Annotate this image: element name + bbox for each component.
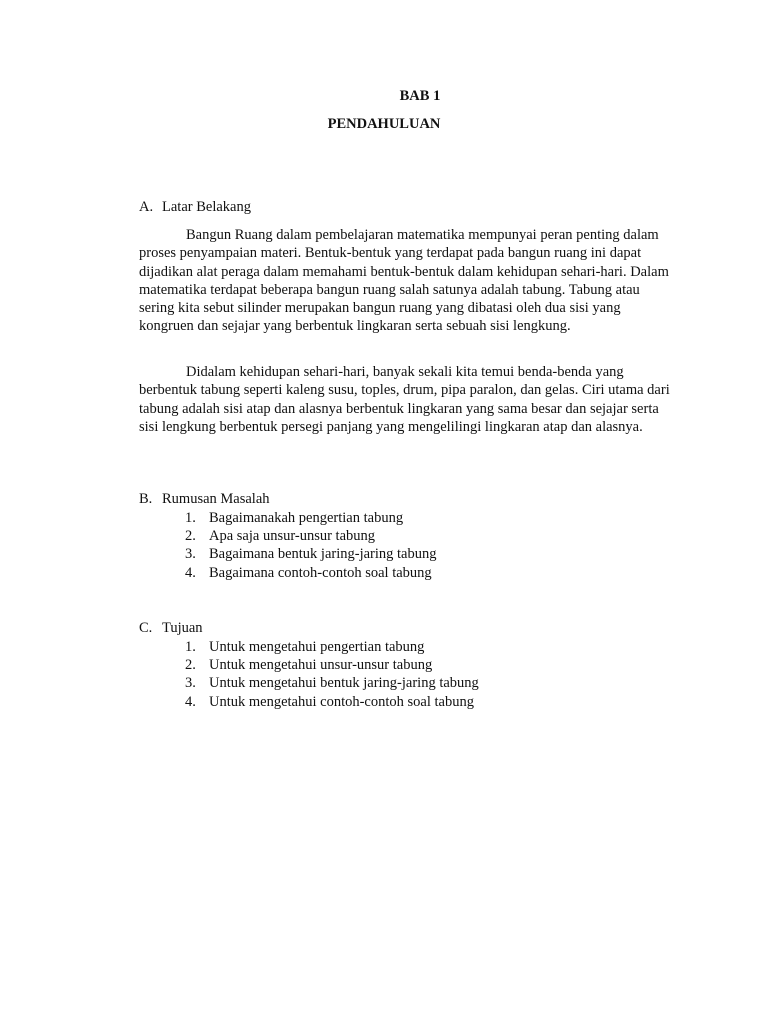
list-text: Untuk mengetahui contoh-contoh soal tabung (209, 693, 474, 710)
list-number: 1. (185, 639, 196, 655)
list-text: Untuk mengetahui pengertian tabung (209, 639, 425, 655)
list-text: Bagaimana contoh-contoh soal tabung (209, 564, 432, 581)
list-item (185, 527, 437, 545)
list-item (185, 656, 479, 674)
tujuan-list (185, 638, 479, 711)
list-number: 3. (185, 675, 196, 692)
list-item (185, 674, 479, 692)
section-b-title: Rumusan Masalah (162, 491, 270, 507)
list-text: Untuk mengetahui unsur-unsur tabung (209, 657, 433, 674)
paragraph-latar-belakang-2: Didalam kehidupan sehari-hari, banyak sekali kita temui benda-benda yang berbentuk tabung seperti kaleng susu, toples, drum, pipa paralon, dan gelas. Ciri utama dari tabung adalah sisi atap dan alasnya berbentuk lingkaran yang sama besar dan sejajar serta sisi lengkung berbentuk persegi panjang yang mengelilingi lingkaran atap dan alasnya. (139, 364, 670, 435)
list-number: 3. (185, 546, 196, 563)
section-c-heading (139, 620, 203, 637)
chapter-number: BAB 1 (399, 88, 441, 104)
list-text: Untuk mengetahui bentuk jaring-jaring tabung (209, 675, 479, 692)
list-number: 2. (185, 657, 196, 674)
list-item (185, 509, 437, 527)
list-text: Bagaimana bentuk jaring-jaring tabung (209, 546, 437, 563)
list-text: Bagaimanakah pengertian tabung (209, 510, 404, 526)
list-number: 4. (185, 693, 196, 710)
list-text: Apa saja unsur-unsur tabung (209, 528, 376, 545)
list-number: 4. (185, 564, 196, 581)
paragraph-latar-belakang-1: Bangun Ruang dalam pembelajaran matematika mempunyai peran penting dalam proses penyampaian materi. Bentuk-bentuk yang terdapat pada bangun ruang ini dapat dijadikan alat peraga dalam memahami bentuk-bentuk dalam kehidupan sehari-hari. Dalam matematika terdapat beberapa bangun ruang salah satunya adalah tabung. Tabung atau sering kita sebut silinder merupakan bangun ruang yang dibatasi oleh dua sisi yang kongruen dan sejajar yang berbentuk lingkaran serta sebuah sisi lengkung. (139, 227, 669, 335)
list-item (185, 638, 479, 656)
list-item (185, 545, 437, 563)
rumusan-masalah-list (185, 509, 437, 582)
section-b-letter: B. (139, 491, 153, 507)
section-a-letter: A. (139, 199, 154, 215)
section-c-letter: C. (139, 620, 153, 636)
chapter-title: PENDAHULUAN (327, 116, 441, 132)
section-a-heading (139, 199, 251, 216)
list-item (185, 693, 479, 711)
section-b-heading (139, 491, 270, 508)
list-item (185, 564, 437, 582)
section-a-title: Latar Belakang (162, 199, 251, 215)
list-number: 2. (185, 528, 196, 545)
section-c-title: Tujuan (162, 620, 203, 636)
list-number: 1. (185, 510, 196, 526)
